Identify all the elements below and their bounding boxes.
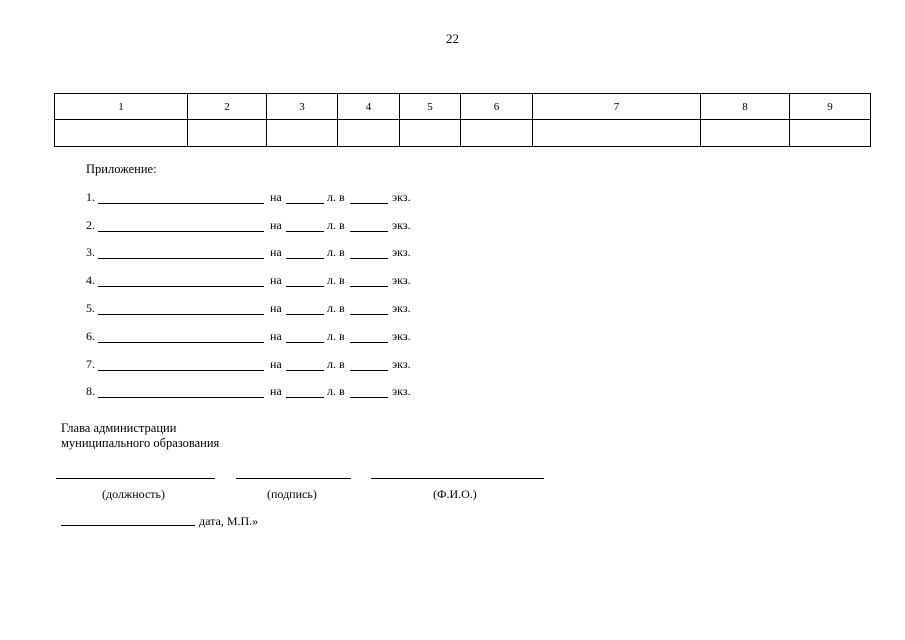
sheets-blank [286, 273, 324, 287]
sheets-blank [286, 245, 324, 259]
word-on: на [270, 218, 282, 232]
document-name-blank [98, 301, 264, 315]
position-signature-line [56, 477, 215, 479]
signatory-title [61, 421, 219, 451]
word-sheets: л. в [327, 301, 345, 315]
column-header: 4 [338, 94, 400, 120]
item-number: 4. [86, 273, 95, 287]
copies-blank [350, 384, 388, 398]
item-number: 3. [86, 245, 95, 259]
item-number: 7. [86, 357, 95, 371]
word-copies: экз. [392, 357, 411, 371]
column-header: 3 [267, 94, 338, 120]
table-cell [338, 120, 400, 147]
copies-blank [350, 218, 388, 232]
copies-blank [350, 190, 388, 204]
column-header: 2 [188, 94, 267, 120]
table-cell [461, 120, 533, 147]
signatory-title-line: муниципального образования [61, 436, 220, 450]
sheets-blank [286, 329, 324, 343]
table-cell [400, 120, 461, 147]
column-header: 7 [533, 94, 701, 120]
word-sheets: л. в [327, 273, 345, 287]
table-header-row [55, 94, 871, 120]
word-copies: экз. [392, 301, 411, 315]
copies-blank [350, 273, 388, 287]
table-cell [533, 120, 701, 147]
item-number: 1. [86, 190, 95, 204]
word-on: на [270, 190, 282, 204]
full-name-signature-line [371, 477, 544, 479]
word-copies: экз. [392, 329, 411, 343]
word-on: на [270, 357, 282, 371]
word-sheets: л. в [327, 357, 345, 371]
document-name-blank [98, 329, 264, 343]
signature-line [236, 477, 351, 479]
copies-blank [350, 301, 388, 315]
copies-blank [350, 329, 388, 343]
date-blank-line [61, 524, 195, 526]
position-caption: (должность) [102, 487, 165, 501]
column-header: 8 [701, 94, 790, 120]
document-name-blank [98, 245, 264, 259]
table-row [55, 120, 871, 147]
word-copies: экз. [392, 273, 411, 287]
copies-blank [350, 357, 388, 371]
word-on: на [270, 273, 282, 287]
sheets-blank [286, 301, 324, 315]
word-on: на [270, 301, 282, 315]
item-number: 6. [86, 329, 95, 343]
copies-blank [350, 245, 388, 259]
signatory-title-line: Глава администрации [61, 421, 177, 435]
word-sheets: л. в [327, 190, 345, 204]
signature-caption: (подпись) [267, 487, 317, 501]
item-number: 8. [86, 384, 95, 398]
table-cell [267, 120, 338, 147]
date-stamp-caption: дата, М.П.» [199, 514, 259, 528]
column-header: 6 [461, 94, 533, 120]
sheets-blank [286, 190, 324, 204]
appendix-title: Приложение: [86, 162, 157, 176]
word-copies: экз. [392, 190, 411, 204]
column-header: 9 [790, 94, 871, 120]
data-table [54, 93, 871, 147]
document-name-blank [98, 273, 264, 287]
sheets-blank [286, 357, 324, 371]
word-on: на [270, 329, 282, 343]
word-sheets: л. в [327, 384, 345, 398]
document-name-blank [98, 218, 264, 232]
word-on: на [270, 245, 282, 259]
word-copies: экз. [392, 218, 411, 232]
word-sheets: л. в [327, 245, 345, 259]
word-copies: экз. [392, 245, 411, 259]
word-sheets: л. в [327, 329, 345, 343]
table-cell [55, 120, 188, 147]
item-number: 2. [86, 218, 95, 232]
table-cell [790, 120, 871, 147]
document-name-blank [98, 190, 264, 204]
table-cell [188, 120, 267, 147]
page-number: 22 [446, 31, 459, 46]
document-name-blank [98, 357, 264, 371]
table-cell [701, 120, 790, 147]
column-header: 1 [55, 94, 188, 120]
full-name-caption: (Ф.И.О.) [433, 487, 477, 501]
sheets-blank [286, 218, 324, 232]
column-header: 5 [400, 94, 461, 120]
word-sheets: л. в [327, 218, 345, 232]
word-on: на [270, 384, 282, 398]
sheets-blank [286, 384, 324, 398]
word-copies: экз. [392, 384, 411, 398]
document-name-blank [98, 384, 264, 398]
item-number: 5. [86, 301, 95, 315]
